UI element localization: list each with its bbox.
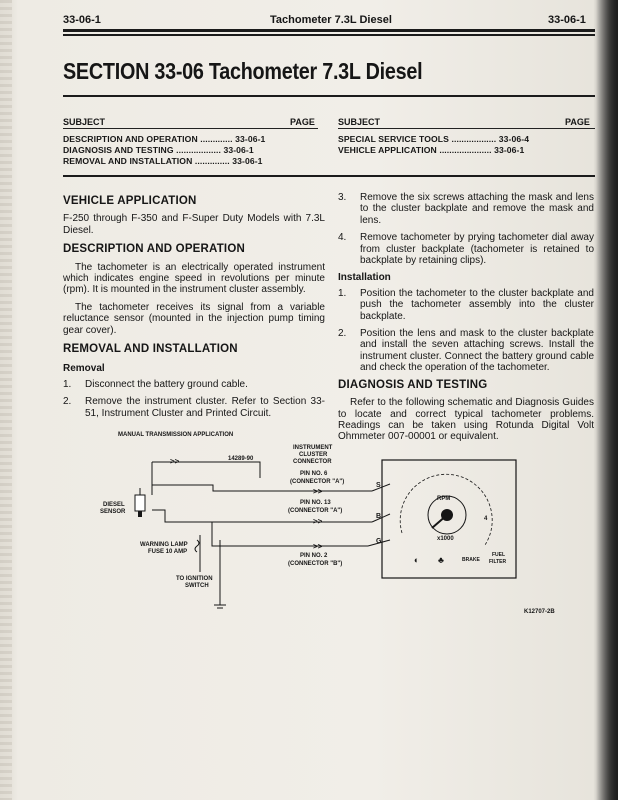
pin2-label: PIN NO. 2	[300, 553, 328, 559]
diagnosis-text: Refer to the following schematic and Diagnosis Guides to locate and correct typical tachometer problems. Readings can be taken using Rotunda Digital Volt Ohmmeter 007-00001 or equivalent.	[338, 397, 594, 443]
toc-entry-page: 33-06-1	[223, 145, 254, 155]
fuel-filter-label-line2: FILTER	[489, 559, 507, 565]
terminal-s: S	[376, 482, 381, 489]
header-title: Tachometer 7.3L Diesel	[270, 14, 392, 26]
seatbelt-indicator-icon: ♣	[438, 555, 444, 565]
step-text: Position the tachometer to the cluster backplate and push the tachometer assembly into the cluster backplate.	[360, 287, 594, 322]
toc-entry-dots: .............	[200, 134, 233, 144]
sensor-tip-icon	[138, 511, 142, 517]
rpm-label: RPM	[437, 496, 451, 502]
wire-to-connector-top	[152, 462, 260, 478]
pin13-label: PIN NO. 13	[300, 500, 331, 506]
toc-entry-page: 33-06-1	[494, 145, 525, 155]
pin2-connector: (CONNECTOR "B")	[288, 561, 343, 567]
step-text: Remove tachometer by prying tachometer dial away from cluster backplate (tachometer is retained to backplate by retaining clips).	[360, 232, 594, 267]
step-number: 3.	[338, 192, 347, 203]
connector-label-line2: CLUSTER	[299, 452, 328, 458]
description-heading: DESCRIPTION AND OPERATION	[63, 243, 245, 256]
toc-entry-dots: .....................	[439, 145, 492, 155]
removal-heading: REMOVAL AND INSTALLATION	[63, 343, 238, 356]
tachometer-needle-icon	[432, 515, 447, 528]
toc-left-page-label: PAGE	[290, 117, 315, 127]
toc-entry-page: 33-06-4	[498, 134, 530, 144]
headlamp-indicator-icon: ◐	[414, 555, 420, 565]
wire-code-label: 14289-90	[228, 456, 254, 462]
vehicle-application-heading: VEHICLE APPLICATION	[63, 195, 197, 207]
step-text: Disconnect the battery ground cable.	[85, 378, 248, 390]
page-edge-shadow	[596, 0, 618, 800]
wire-pin6	[152, 485, 372, 491]
lamp-label-line2: FUSE 10 AMP	[148, 549, 188, 555]
step-text: Remove the six screws attaching the mask and lens to the cluster backplate and remove the mask and lens.	[360, 192, 594, 226]
toc-entry-subject: VEHICLE APPLICATION	[338, 145, 437, 155]
step-text: Position the lens and mask to the cluster backplate and install the seven attaching screws. Install the instrument cluster. Connect the battery ground cable and check the operation of the tachometer.	[360, 328, 594, 374]
toc-entry-subject: SPECIAL SERVICE TOOLS	[338, 134, 449, 144]
wire-lines	[140, 462, 390, 605]
removal-subheading: Removal	[63, 363, 105, 375]
warning-lamp-fuse-icon	[195, 540, 199, 552]
toc-right-subject-label: SUBJECT	[338, 117, 381, 127]
connector-arrows: >>	[313, 542, 323, 551]
wire-term-s	[372, 484, 390, 491]
header-page-number-right: 33-06-1	[548, 14, 586, 26]
toc-left-subject-label: SUBJECT	[63, 117, 106, 127]
connector-label-line3: CONNECTOR	[293, 459, 332, 465]
lamp-label-line1: WARNING LAMP	[140, 542, 188, 548]
toc-entry-page: 33-06-1	[232, 156, 263, 166]
section-title: SECTION 33-06 Tachometer 7.3L Diesel	[63, 58, 423, 84]
toc-entry-subject: DIAGNOSIS AND TESTING	[63, 145, 174, 155]
fuel-filter-label-line1: FUEL	[492, 552, 506, 558]
step-text: Remove the instrument cluster. Refer to Section 33-51, Instrument Cluster and Printed Circuit.	[85, 396, 325, 419]
toc-entry-subject: DESCRIPTION AND OPERATION	[63, 134, 198, 144]
toc-entry-page: 33-06-1	[235, 134, 266, 144]
connector-arrows: >>	[170, 457, 180, 466]
terminal-g: G	[376, 538, 382, 545]
step-number: 4.	[338, 232, 347, 244]
sensor-label-line1: DIESEL	[103, 502, 125, 508]
vehicle-application-text: F-250 through F-350 and F-Super Duty Models with 7.3L Diesel.	[63, 213, 325, 236]
toc-entry-dots: ..................	[176, 145, 221, 155]
installation-subheading: Installation	[338, 272, 391, 284]
sensor-label-line2: SENSOR	[100, 509, 126, 515]
diagnosis-heading: DIAGNOSIS AND TESTING	[338, 378, 488, 391]
brake-indicator-label: BRAKE	[462, 557, 480, 563]
pin6-label: PIN NO. 6	[300, 471, 328, 477]
ignition-label-line2: SWITCH	[185, 583, 209, 589]
toc-right-page-label: PAGE	[565, 117, 590, 127]
toc-entry-dots: ..............	[194, 156, 230, 166]
header-page-number-left: 33-06-1	[63, 14, 101, 26]
toc-entry-subject: REMOVAL AND INSTALLATION	[63, 156, 193, 166]
step-number: 2.	[63, 396, 72, 408]
terminal-b: B	[376, 513, 382, 520]
description-paragraph-1: The tachometer is an electrically operated instrument which indicates engine speed in revolutions per minute (rpm). It is mounted in the instrument cluster assembly.	[63, 261, 325, 296]
pin13-connector: (CONNECTOR "A")	[288, 508, 343, 514]
connector-arrows: >>	[313, 487, 323, 496]
multiplier-label: x1000	[437, 536, 454, 542]
ignition-label-line1: TO IGNITION	[176, 576, 213, 582]
connector-arrows: >>	[313, 517, 323, 526]
scale-mark-label: 4	[484, 516, 488, 522]
description-paragraph-2: The tachometer receives its signal from a variable reluctance sensor (mounted in the injection pump timing gear cover).	[63, 301, 325, 336]
diesel-sensor-icon	[135, 495, 145, 511]
figure-id: K12707-2B	[524, 609, 555, 615]
step-number: 1.	[63, 378, 72, 390]
toc-entry-dots: ..................	[451, 134, 497, 144]
step-number: 1.	[338, 287, 347, 299]
pin6-connector: (CONNECTOR "A")	[290, 479, 345, 485]
diagram-title: MANUAL TRANSMISSION APPLICATION	[118, 432, 234, 438]
step-number: 2.	[338, 328, 347, 340]
wire-to-pin2	[212, 522, 368, 546]
connector-label-line1: INSTRUMENT	[293, 445, 333, 451]
